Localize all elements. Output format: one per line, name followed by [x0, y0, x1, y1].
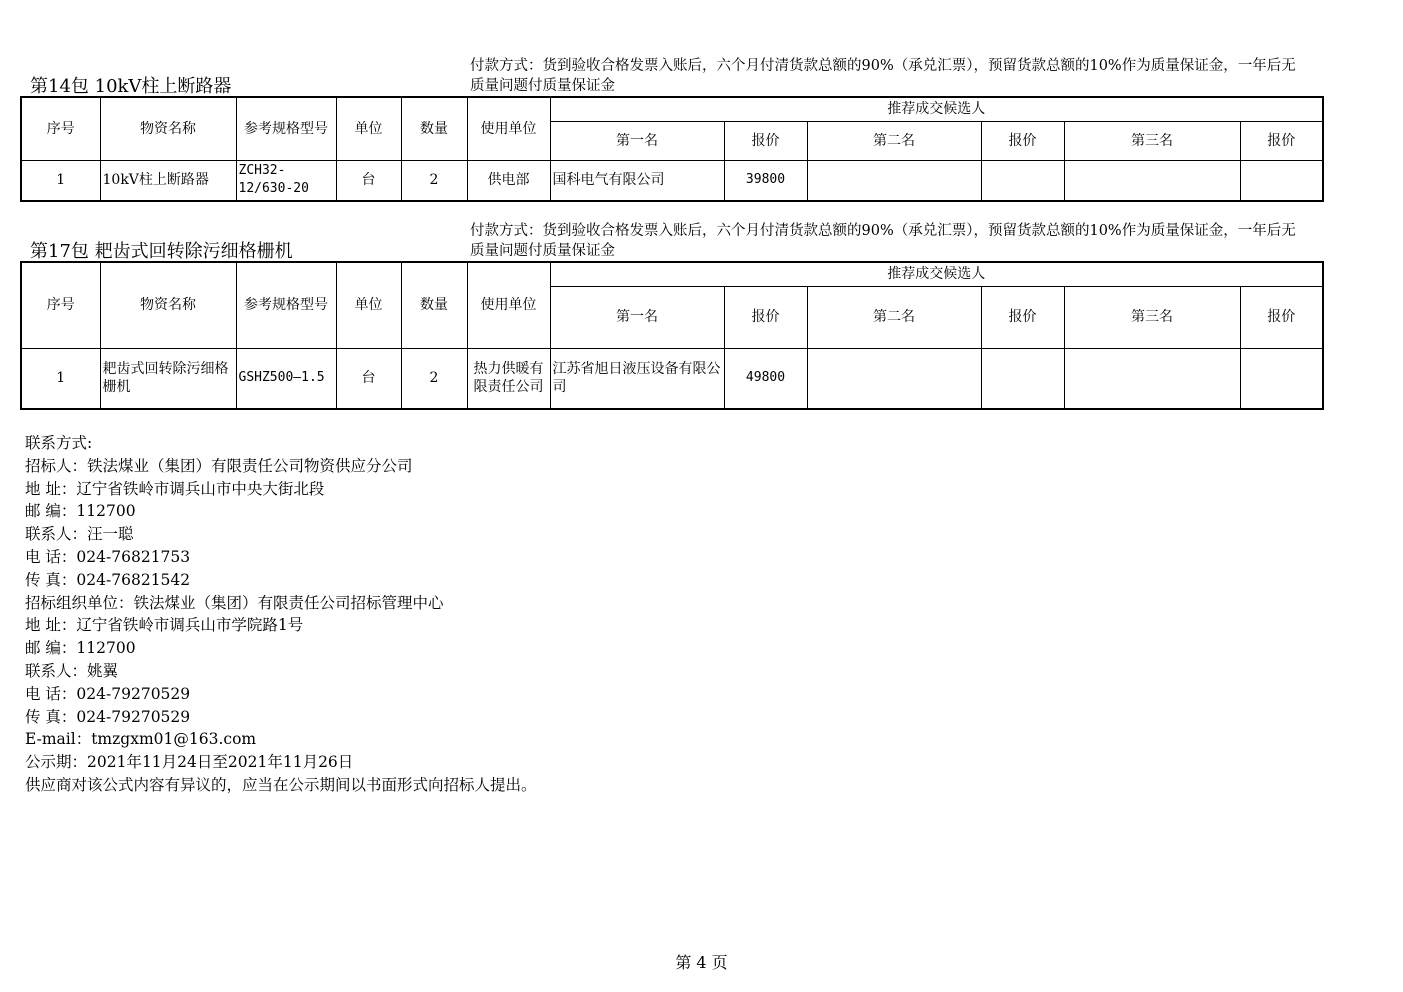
contact-line: 邮 编：112700 — [25, 502, 136, 521]
contact-line: 招标人：铁法煤业（集团）有限责任公司物资供应分公司 — [25, 456, 413, 475]
contact-email: E-mail：tmzgxm01@163.com — [25, 730, 257, 749]
contact-line: 招标组织单位：铁法煤业（集团）有限责任公司招标管理中心 — [25, 593, 444, 612]
cell-user: 热力供暖有限责任公司 — [467, 348, 550, 409]
header-first: 第一名 — [550, 121, 724, 160]
header-seq: 序号 — [21, 97, 100, 160]
cell-third-price — [1240, 348, 1323, 409]
package-14-table — [20, 96, 1324, 202]
contact-section — [25, 432, 537, 797]
cell-unit: 台 — [336, 348, 401, 409]
header-first-price: 报价 — [724, 286, 807, 348]
cell-first-price: 49800 — [724, 348, 807, 409]
contact-line: 联系人：姚翼 — [25, 661, 119, 680]
header-second: 第二名 — [807, 121, 981, 160]
header-first-price: 报价 — [724, 121, 807, 160]
header-second: 第二名 — [807, 286, 981, 348]
contact-line: 传 真：024-76821542 — [25, 570, 191, 589]
package-14-title: 第14包 10kV柱上断路器 — [30, 76, 232, 97]
contact-line: 公示期：2021年11月24日至2021年11月26日 — [25, 753, 354, 772]
package-17-payment-terms: 付款方式：货到验收合格发票入账后，六个月付清货款总额的90%（承兑汇票），预留货款总额的10%作为质量保证金，一年后无质量问题付质量保证金 — [470, 223, 1296, 259]
table-row — [21, 348, 1323, 409]
package-17-title: 第17包 耙齿式回转除污细格栅机 — [30, 241, 293, 262]
header-third: 第三名 — [1064, 121, 1240, 160]
cell-second — [807, 348, 981, 409]
header-recommend: 推荐成交候选人 — [550, 97, 1323, 121]
header-second-price: 报价 — [981, 286, 1064, 348]
page-number: 第 4 页 — [675, 953, 728, 972]
package-17-table — [20, 261, 1324, 410]
cell-qty: 2 — [401, 160, 467, 201]
contact-line: 电 话：024-79270529 — [25, 684, 191, 703]
contact-line: 地 址：辽宁省铁岭市调兵山市中央大街北段 — [25, 479, 325, 498]
cell-second — [807, 160, 981, 201]
header-spec: 参考规格型号 — [236, 262, 336, 348]
header-name: 物资名称 — [100, 262, 236, 348]
contact-line: 供应商对该公式内容有异议的，应当在公示期间以书面形式向招标人提出。 — [25, 775, 537, 794]
cell-name: 耙齿式回转除污细格栅机 — [100, 348, 236, 409]
header-third: 第三名 — [1064, 286, 1240, 348]
header-user: 使用单位 — [467, 97, 550, 160]
table-row — [21, 160, 1323, 201]
header-user: 使用单位 — [467, 262, 550, 348]
header-third-price: 报价 — [1240, 286, 1323, 348]
header-qty: 数量 — [401, 97, 467, 160]
header-qty: 数量 — [401, 262, 467, 348]
header-recommend: 推荐成交候选人 — [550, 262, 1323, 286]
contact-line: 邮 编：112700 — [25, 639, 136, 658]
header-second-price: 报价 — [981, 121, 1064, 160]
cell-seq: 1 — [21, 160, 100, 201]
package-14-payment-terms: 付款方式：货到验收合格发票入账后，六个月付清货款总额的90%（承兑汇票），预留货款总额的10%作为质量保证金，一年后无质量问题付质量保证金 — [470, 58, 1296, 94]
cell-second-price — [981, 160, 1064, 201]
cell-third — [1064, 160, 1240, 201]
header-unit: 单位 — [336, 97, 401, 160]
cell-seq: 1 — [21, 348, 100, 409]
contact-line: 电 话：024-76821753 — [25, 547, 191, 566]
cell-unit: 台 — [336, 160, 401, 201]
contact-line: 地 址：辽宁省铁岭市调兵山市学院路1号 — [25, 616, 304, 635]
header-third-price: 报价 — [1240, 121, 1323, 160]
contact-heading: 联系方式: — [25, 434, 93, 452]
header-name: 物资名称 — [100, 97, 236, 160]
contact-line: 传 真：024-79270529 — [25, 707, 191, 726]
header-seq: 序号 — [21, 262, 100, 348]
header-first: 第一名 — [550, 286, 724, 348]
header-unit: 单位 — [336, 262, 401, 348]
cell-qty: 2 — [401, 348, 467, 409]
cell-user: 供电部 — [467, 160, 550, 201]
header-spec: 参考规格型号 — [236, 97, 336, 160]
cell-first: 国科电气有限公司 — [550, 160, 724, 201]
cell-spec: ZCH32-12/630-20 — [236, 160, 336, 201]
cell-name: 10kV柱上断路器 — [100, 160, 236, 201]
cell-spec: GSHZ500—1.5 — [236, 348, 336, 409]
cell-first-price: 39800 — [724, 160, 807, 201]
cell-second-price — [981, 348, 1064, 409]
cell-third — [1064, 348, 1240, 409]
contact-line: 联系人：汪一聪 — [25, 525, 134, 544]
cell-third-price — [1240, 160, 1323, 201]
cell-first: 江苏省旭日液压设备有限公司 — [550, 348, 724, 409]
